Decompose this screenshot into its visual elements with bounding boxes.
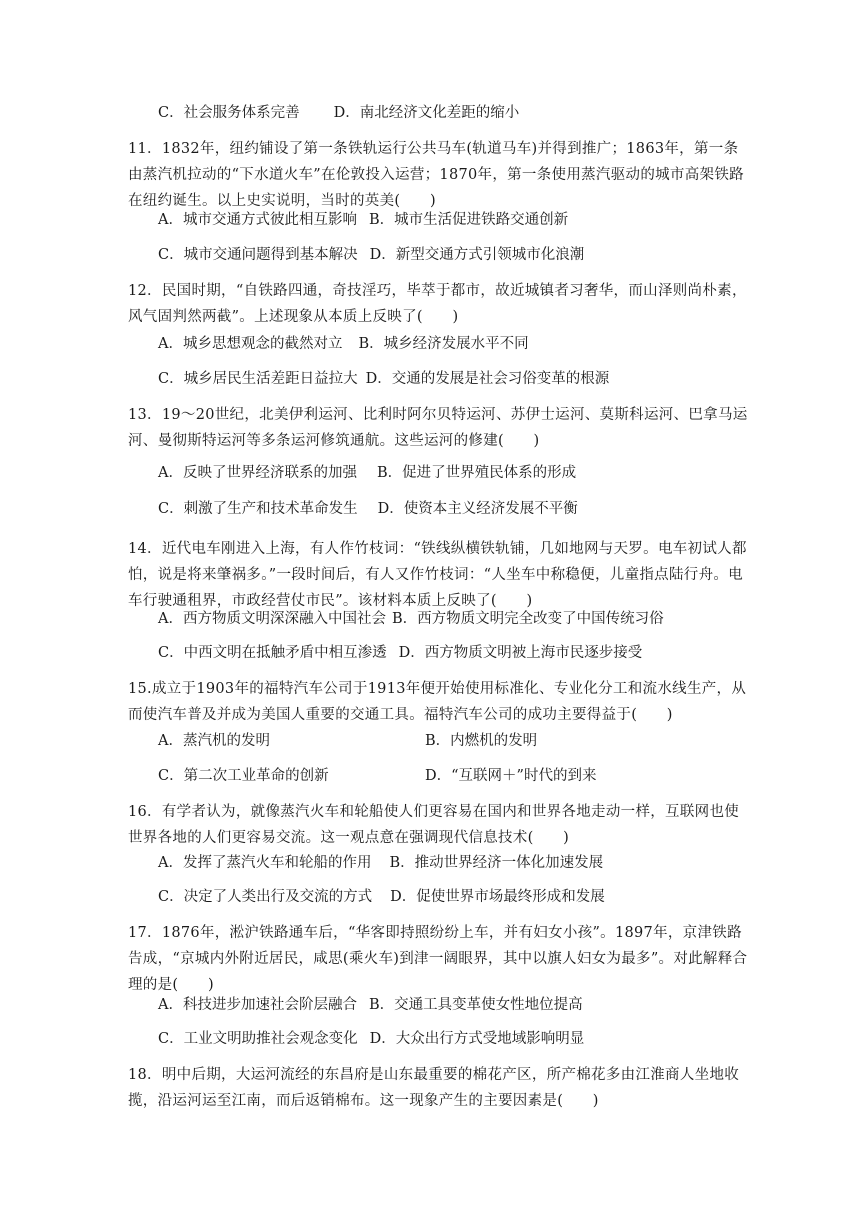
q17-options-row1: [158, 994, 748, 1016]
q14-option-b: B．西方物质文明完全改变了中国传统习俗: [391, 611, 664, 627]
q18-stem: 18．明中后期，大运河流经的东昌府是山东最重要的棉花产区，所产棉花多由江淮商人坐地收揽，沿运河运至江南，而后返销棉布。这一现象产生的主要因素是( ): [128, 1067, 740, 1109]
q14-options-row1: [158, 608, 748, 630]
q17-option-d: D．大众出行方式受地域影响明显: [369, 1031, 585, 1047]
q16-options-row2: [158, 886, 748, 908]
q15-options-row1: [158, 730, 748, 752]
q13-option-b: B．促进了世界殖民体系的形成: [376, 465, 577, 481]
q11-option-b: B．城市生活促进铁路交通创新: [368, 212, 569, 228]
q11-option-a: A．城市交通方式彼此相互影响: [158, 212, 357, 228]
q12-option-b: B．城乡经济发展水平不同: [358, 336, 529, 352]
q15-options-row2: [158, 765, 748, 787]
q11-stem: 11．1832年，纽约铺设了第一条铁轨运行公共马车(轨道马车)并得到推广；1863年，第一条由蒸汽机拉动的“下水道火车”在伦敦投入运营；1870年，第一条使用蒸汽驱动的城市高架铁路在纽约诞生。以上史实说明，当时的英美( ): [128, 141, 744, 209]
q12-option-a: A．城乡思想观念的截然对立: [158, 336, 343, 352]
q15-option-c: C．第二次工业革命的创新: [158, 768, 329, 784]
q11-options-row2: [158, 244, 748, 266]
q15-stem: 15.成立于1903年的福特汽车公司于1913年便开始使用标准化、专业化分工和流水线生产，从而使汽车普及并成为美国人重要的交通工具。福特汽车公司的成功主要得益于( ): [128, 681, 747, 723]
q17-options-row2: [158, 1028, 748, 1050]
q13-option-a: A．反映了世界经济联系的加强: [158, 465, 357, 481]
q16-stem: 16．有学者认为，就像蒸汽火车和轮船使人们更容易在国内和世界各地走动一样，互联网也使世界各地的人们更容易交流。这一观点意在强调现代信息技术( ): [128, 804, 740, 846]
q14-option-a: A．西方物质文明深深融入中国社会: [158, 611, 386, 627]
q10-option-d: D．南北经济文化差距的缩小: [333, 105, 520, 121]
q12-options-row1: [158, 333, 748, 355]
q15-option-a: A．蒸汽机的发明: [158, 733, 270, 749]
q12-options-row2: [158, 368, 748, 390]
q17-stem: 17．1876年，淞沪铁路通车后，“华客即持照纷纷上车，并有妇女小孩”。1897年，京津铁路告成，“京城内外附近居民，咸思(乘火车)到津一阔眼界，其中以旗人妇女为最多”。对此解释合理的是( ): [128, 925, 748, 993]
q13-options-row2: [158, 498, 748, 520]
q10-option-c: C．社会服务体系完善: [158, 105, 300, 121]
q16-options-row1: [158, 852, 748, 874]
q14-option-d: D．西方物质文明被上海市民逐步接受: [398, 645, 643, 661]
q13-stem: 13．19～20世纪，北美伊利运河、比利时阿尔贝特运河、苏伊士运河、莫斯科运河、巴拿马运河、曼彻斯特运河等多条运河修筑通航。这些运河的修建( ): [128, 407, 748, 449]
q17-option-c: C．工业文明助推社会观念变化: [158, 1031, 358, 1047]
q10-options-row: [158, 102, 748, 124]
q14-option-c: C．中西文明在抵触矛盾中相互渗透: [158, 645, 387, 661]
q12-option-c: C．城乡居民生活差距日益拉大: [158, 371, 358, 387]
q12-stem: 12．民国时期，“自铁路四通，奇技淫巧，毕萃于都市，故近城镇者习奢华，而山泽则尚朴素，风气固判然两截”。上述现象从本质上反映了( ): [128, 283, 747, 325]
q13-option-c: C．刺激了生产和技术革命发生: [158, 501, 358, 517]
q15-option-d: D．“互联网＋”时代的到来: [425, 768, 597, 784]
q16-option-b: B．推动世界经济一体化加速发展: [389, 855, 604, 871]
q11-option-d: D．新型交通方式引领城市化浪潮: [369, 247, 585, 263]
q17-option-b: B．交通工具变革使女性地位提高: [368, 997, 583, 1013]
q16-option-a: A．发挥了蒸汽火车和轮船的作用: [158, 855, 372, 871]
q15-option-b: B．内燃机的发明: [425, 733, 538, 749]
q11-options-row1: [158, 209, 748, 231]
q14-options-row2: [158, 642, 748, 664]
q12-option-d: D．交通的发展是社会习俗变革的根源: [365, 371, 610, 387]
q13-options-row1: [158, 462, 748, 484]
q11-option-c: C．城市交通问题得到基本解决: [158, 247, 358, 263]
q14-stem: 14．近代电车刚进入上海，有人作竹枝词：“铁线纵横铁轨铺，几如地网与天罗。电车初试人都怕，说是将来肇祸多。”一段时间后，有人又作竹枝词：“人坐车中称稳便，儿童指点陆行舟。电车行驶通租界，市政经营仗市民”。该材料本质上反映了( ): [128, 541, 747, 609]
q13-option-d: D．使资本主义经济发展不平衡: [377, 501, 578, 517]
q16-option-d: D．促使世界市场最终形成和发展: [390, 889, 605, 905]
q17-option-a: A．科技进步加速社会阶层融合: [158, 997, 357, 1013]
q16-option-c: C．决定了人类出行及交流的方式: [158, 889, 373, 905]
